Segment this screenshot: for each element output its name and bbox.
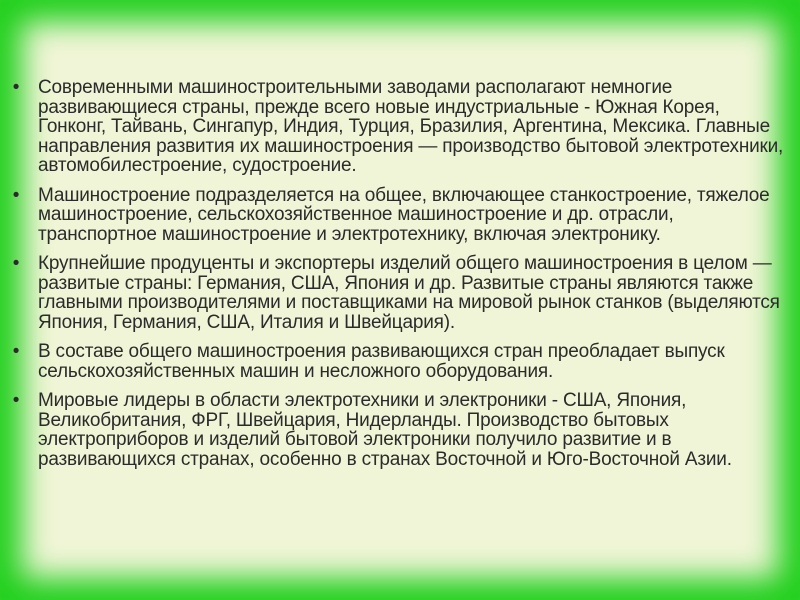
bullet-dot-icon: • xyxy=(12,253,20,274)
bullet-dot-icon: • xyxy=(12,184,20,206)
bullet-dot-icon: • xyxy=(12,390,20,411)
bullet-list xyxy=(0,78,800,479)
bullet-item xyxy=(0,254,800,332)
bullet-text: Современными машиностроительными заводами располагают немногие развивающиеся страны, прежде всего новые индустриальные - Южная Корея, Гонконг, Тайвань, Сингапур, Индия, Турция, Бразилия, Аргентина, Мексика. Главные направления развития их машиностроения — производство бытовой электротехники, автомобилестроение, судостроение. xyxy=(38,77,784,176)
bullet-item xyxy=(0,342,800,381)
bullet-dot-icon: • xyxy=(12,77,20,98)
bullet-item xyxy=(0,391,800,469)
bullet-dot-icon: • xyxy=(12,341,20,362)
bullet-text: В составе общего машиностроения развивающихся стран преобладает выпуск сельскохозяйственных машин и несложного оборудования. xyxy=(38,341,725,382)
bullet-text: Крупнейшие продуценты и экспортеры изделий общего машиностроения в целом — развитые страны: Германия, США, Япония и др. Развитые страны являются также главными производителями и поставщиками на мировой рынок станков (выделяются Япония, Германия, США, Италия и Швейцария). xyxy=(38,253,780,333)
bullet-item xyxy=(0,186,800,245)
bullet-text: Мировые лидеры в области электротехники и электроники - США, Япония, Великобритания, ФРГ, Швейцария, Нидерланды. Производство бытовых электроприборов и изделий бытовой электроники получило развитие и в развивающихся странах, особенно в странах Восточной и Юго-Восточной Азии. xyxy=(38,390,732,470)
bullet-item xyxy=(0,78,800,176)
bullet-text: Машиностроение подразделяется на общее, включающее станкостроение, тяжелое машиностроение, сельскохозяйственное машиностроение и др. отрасли, транспортное машиностроение и электротехнику, включая электронику. xyxy=(38,184,770,245)
